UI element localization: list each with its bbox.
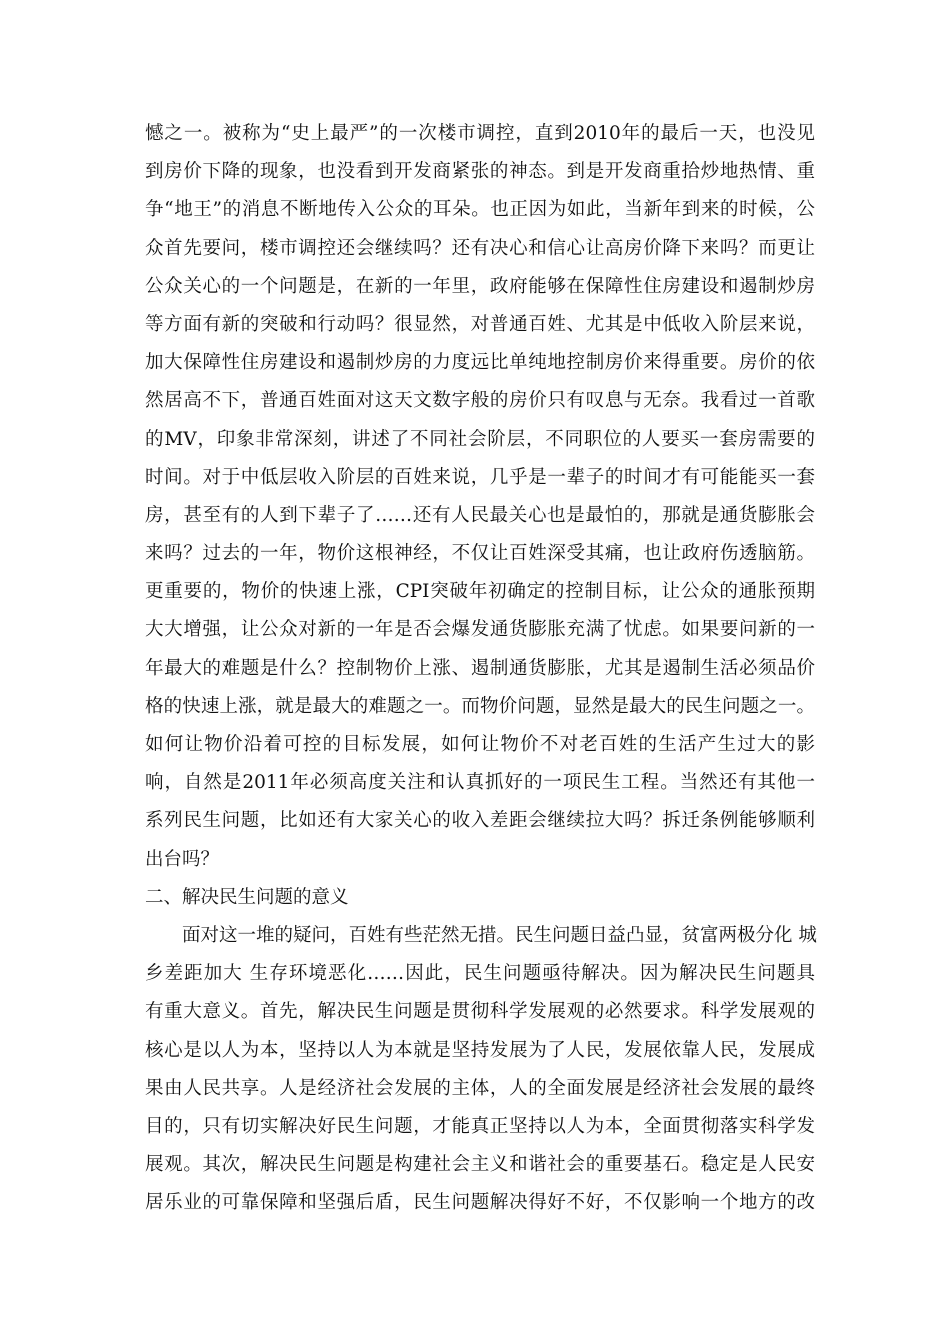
text-line: 居乐业的可靠保障和坚强后盾，民生问题解决得好不好，不仅影响一个地方的改 bbox=[145, 1192, 815, 1214]
text-line: 公众关心的一个问题是，在新的一年里，政府能够在保障性住房建设和遏制炒房 bbox=[145, 275, 815, 297]
text-line: 的MV，印象非常深刻，讲述了不同社会阶层，不同职位的人要买一套房需要的 bbox=[145, 428, 815, 450]
text-line: 格的快速上涨，就是最大的难题之一。而物价问题，显然是最大的民生问题之一。 bbox=[145, 695, 815, 717]
document-body bbox=[145, 115, 815, 1222]
text-line: 响，自然是2011年必须高度关注和认真抓好的一项民生工程。当然还有其他一 bbox=[145, 772, 815, 794]
text-line: 目的，只有切实解决好民生问题，才能真正坚持以人为本，全面贯彻落实科学发 bbox=[145, 1115, 815, 1137]
text-line: 核心是以人为本，坚持以人为本就是坚持发展为了人民，发展依靠人民，发展成 bbox=[145, 1039, 815, 1061]
text-line: 乡差距加大 生存环境恶化……因此，民生问题亟待解决。因为解决民生问题具 bbox=[145, 963, 815, 985]
text-line: 加大保障性住房建设和遏制炒房的力度远比单纯地控制房价来得重要。房价的依 bbox=[145, 352, 815, 374]
text-line: 大大增强，让公众对新的一年是否会爆发通货膨胀充满了忧虑。如果要问新的一 bbox=[145, 619, 815, 641]
text-line: 房，甚至有的人到下辈子了……还有人民最关心也是最怕的，那就是通货膨胀会 bbox=[145, 504, 815, 526]
text-line: 等方面有新的突破和行动吗？很显然，对普通百姓、尤其是中低收入阶层来说， bbox=[145, 313, 815, 335]
text-line: 有重大意义。首先，解决民生问题是贯彻科学发展观的必然要求。科学发展观的 bbox=[145, 1001, 815, 1023]
text-line: 到房价下降的现象，也没看到开发商紧张的神态。到是开发商重拾炒地热情、重 bbox=[145, 161, 815, 183]
section-heading: 二、解决民生问题的意义 bbox=[145, 886, 349, 908]
text-line: 年最大的难题是什么？控制物价上涨、遏制通货膨胀，尤其是遏制生活必须品价 bbox=[145, 657, 815, 679]
text-line: 如何让物价沿着可控的目标发展，如何让物价不对老百姓的生活产生过大的影 bbox=[145, 734, 815, 755]
paragraph-2 bbox=[145, 917, 815, 1223]
text-line: 众首先要问，楼市调控还会继续吗？还有决心和信心让高房价降下来吗？而更让 bbox=[145, 237, 815, 259]
text-line: 来吗？过去的一年，物价这根神经，不仅让百姓深受其痛，也让政府伤透脑筋。 bbox=[145, 543, 815, 565]
text-line: 展观。其次，解决民生问题是构建社会主义和谐社会的重要基石。稳定是人民安 bbox=[145, 1154, 815, 1176]
text-line: 憾之一。被称为“史上最严”的一次楼市调控，直到2010年的最后一天，也没见 bbox=[145, 123, 815, 144]
text-line: 然居高不下，普通百姓面对这天文数字般的房价只有叹息与无奈。我看过一首歌 bbox=[145, 390, 815, 412]
text-line: 时间。对于中低层收入阶层的百姓来说，几乎是一辈子的时间才有可能能买一套 bbox=[145, 466, 815, 488]
text-line: 更重要的，物价的快速上涨，CPI突破年初确定的控制目标，让公众的通胀预期 bbox=[145, 581, 815, 603]
text-line: 出台吗？ bbox=[145, 848, 220, 870]
text-line: 系列民生问题，比如还有大家关心的收入差距会继续拉大吗？拆迁条例能够顺利 bbox=[145, 810, 815, 832]
text-line: 争“地王”的消息不断地传入公众的耳朵。也正因为如此，当新年到来的时候，公 bbox=[145, 199, 815, 221]
text-line: 面对这一堆的疑问，百姓有些茫然无措。民生问题日益凸显，贫富两极分化 城 bbox=[182, 924, 817, 946]
text-line: 果由人民共享。人是经济社会发展的主体，人的全面发展是经济社会发展的最终 bbox=[145, 1077, 815, 1099]
paragraph-1 bbox=[145, 115, 815, 879]
